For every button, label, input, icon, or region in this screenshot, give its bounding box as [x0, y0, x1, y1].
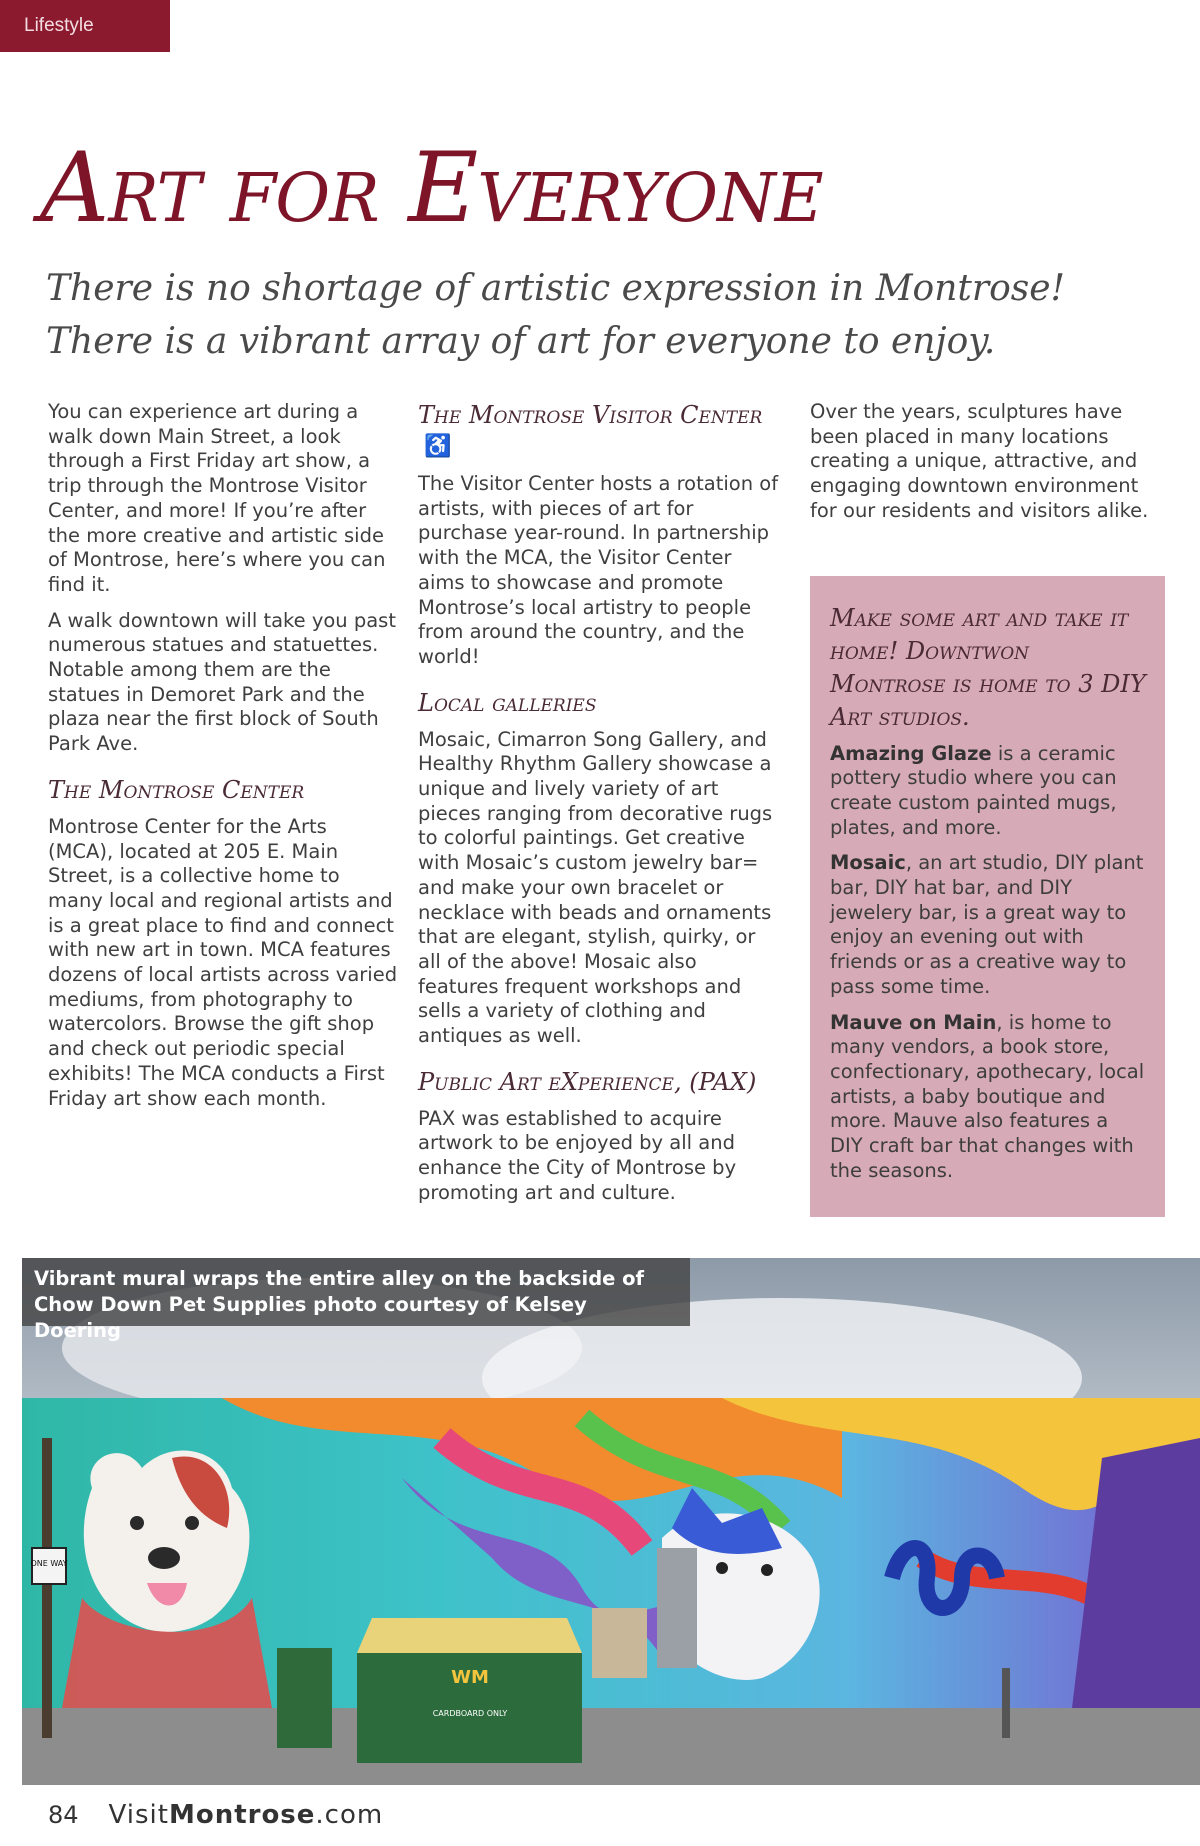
site-prefix: Visit [108, 1800, 169, 1830]
column-3 [810, 400, 1165, 1217]
dumpster-brand: WM [451, 1667, 489, 1688]
dog-eye [130, 1516, 144, 1530]
alley-ground [22, 1708, 1200, 1785]
cat-eye [716, 1562, 728, 1574]
photo-caption: Vibrant mural wraps the entire alley on the backside of Chow Down Pet Supplies photo courtesy of Kelsey Doering [22, 1258, 690, 1326]
pax-heading: Public Art eXperience, (PAX) [418, 1067, 757, 1096]
visitor-center-heading [418, 400, 783, 462]
website-url[interactable] [109, 1800, 384, 1830]
cat-eye [761, 1564, 773, 1576]
studio-name: Mauve on Main [830, 1010, 997, 1034]
studio-description: , an art studio, DIY plant bar, DIY hat bar, and DIY jewelery bar, is a great way to enjoy an evening out with friends or as a creative way to pass some time. [830, 851, 1144, 998]
montrose-center-heading: The Montrose Center [48, 775, 305, 804]
visitor-center-paragraph: The Visitor Center hosts a rotation of artists, with pieces of art for purchase year-round. In partnership with the MCA, the Visitor Center aims to showcase and promote Montrose’s local artistry to people from around the country, and the world! [418, 472, 779, 668]
one-way-sign-text: ONE WAY [30, 1559, 68, 1568]
diy-studios-heading: Make some art and take it home! Downtwon Montrose is home to 3 DIY Art studios. [830, 603, 1146, 731]
mural-photo [22, 1258, 1200, 1785]
page-title: Art for Everyone [40, 132, 823, 244]
trash-bin [277, 1648, 332, 1748]
pax-paragraph: PAX was established to acquire artwork to be enjoyed by all and enhance the City of Montrose by promoting art and culture. [418, 1106, 737, 1204]
visitor-center-heading-text: The Montrose Visitor Center [418, 401, 763, 429]
studio-description: , is home to many vendors, a book store, confectionary, apothecary, local artists, a baby boutique and more. Mauve also features a DIY craft bar that changes with the seasons. [830, 1010, 1145, 1182]
studio-description: is a ceramic pottery studio where you can create custom painted mugs, plates, and more. [830, 741, 1117, 839]
dumpster-lid [357, 1618, 582, 1653]
statues-paragraph: A walk downtown will take you past numerous statues and statuettes. Notable among them are the statues in Demoret Park and the plaza near the first block of South Park Ave. [48, 608, 396, 756]
gas-pipe [1002, 1668, 1010, 1738]
mural-illustration [22, 1258, 1200, 1785]
studio-item [830, 742, 1147, 841]
column-2 [418, 400, 783, 1217]
local-galleries-paragraph: Mosaic, Cimarron Song Gallery, and Healthy Rhythm Gallery showcase a unique and lively variety of art pieces ranging from decorative rugs to colorful paintings. Get creative with Mosaic’s custom jewelry bar= and make your own bracelet or necklace with beads and ornaments that are elegant, stylish, quirky, or all of the above! Mosaic also features frequent workshops and sells a variety of clothing and antiques as well. [418, 727, 773, 1048]
page-footer [48, 1800, 383, 1834]
wheelchair-icon: ♿ [424, 434, 452, 459]
studio-item [830, 1011, 1147, 1184]
page-subtitle: There is no shortage of artistic expression in Montrose! There is a vibrant array of art for everyone to enjoy. [46, 268, 1066, 362]
montrose-center-paragraph: Montrose Center for the Arts (MCA), located at 205 E. Main Street, is a collective home to many local and regional artists and is a great place to find and connect with new art in town. MCA features dozens of local artists across varied mediums, from photography to watercolors. Browse the gift shop and check out periodic special exhibits! The MCA conducts a First Friday art show each month. [48, 814, 398, 1110]
page-number: 84 [48, 1801, 79, 1829]
studio-name: Amazing Glaze [830, 741, 992, 765]
dog-eye [185, 1516, 199, 1530]
dog-nose [148, 1547, 180, 1569]
column-1 [48, 400, 398, 1122]
utility-pole [42, 1438, 52, 1738]
sculptures-paragraph: Over the years, sculptures have been placed in many locations creating a unique, attractive, and engaging downtown environment for our residents and visitors alike. [810, 400, 1149, 522]
local-galleries-heading: Local galleries [418, 688, 597, 717]
section-tag: Lifestyle [0, 0, 170, 52]
electrical-box [592, 1608, 647, 1678]
studio-item [830, 851, 1147, 999]
diy-studios-box [810, 576, 1165, 1218]
studio-name: Mosaic [830, 851, 906, 875]
dumpster-label: CARDBOARD ONLY [432, 1709, 508, 1718]
site-suffix: .com [315, 1800, 384, 1830]
wall-door [657, 1548, 697, 1668]
intro-paragraph: You can experience art during a walk down Main Street, a look through a First Friday art show, a trip through the Montrose Visitor Center, and more! If you’re after the more creative and artistic side of Montrose, here’s where you can find it. [48, 400, 386, 596]
site-name: Montrose [168, 1800, 316, 1830]
